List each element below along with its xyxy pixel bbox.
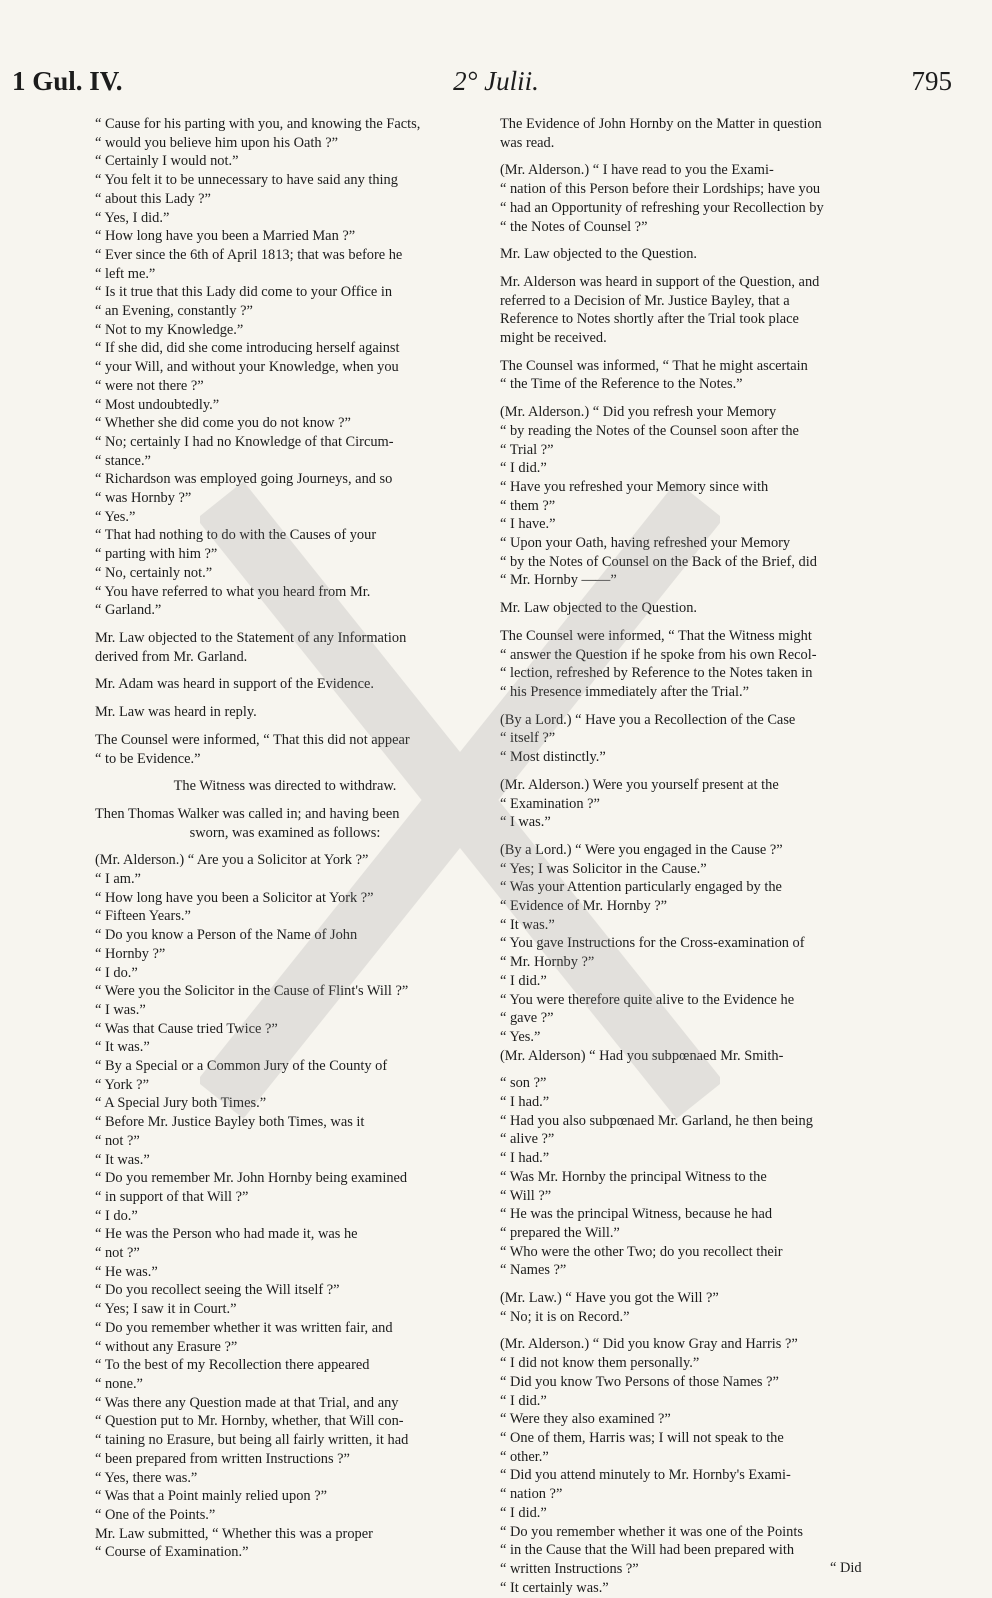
text-line: (Mr. Alderson) “ Had you subpœnaed Mr. Smith- <box>500 1047 784 1064</box>
text-line: “ Was your Attention particularly engaged by the <box>500 879 782 896</box>
text-line: was read. <box>500 134 555 151</box>
text-line: “ in the Cause that the Will had been prepared with <box>500 1542 795 1559</box>
text-line: “ Do you remember Mr. John Hornby being examined <box>95 1170 408 1187</box>
left-column <box>95 115 475 1562</box>
text-line: “ Yes.” <box>95 508 136 525</box>
text-line: “ Cause for his parting with you, and knowing the Facts, <box>95 116 421 132</box>
text-line: The Witness was directed to withdraw. <box>173 778 397 795</box>
text-line: “ No; it is on Record.” <box>500 1308 630 1325</box>
text-line: “ was Hornby ?” <box>95 490 192 507</box>
text-line: “ the Time of the Reference to the Notes.” <box>500 376 743 393</box>
text-line: “ prepared the Will.” <box>500 1224 620 1241</box>
text-line: (By a Lord.) “ Have you a Recollection of the Case <box>500 711 796 728</box>
text-line: “ No, certainly not.” <box>95 564 213 581</box>
text-line: “ parting with him ?” <box>95 546 218 563</box>
text-line: “ Not to my Knowledge.” <box>95 321 244 338</box>
text-line: “ by the Notes of Counsel on the Back of the Brief, did <box>500 553 817 570</box>
text-line: “ Yes.” <box>500 1028 541 1045</box>
text-line: “ I was.” <box>95 1001 146 1018</box>
text-line: Reference to Notes shortly after the Trial took place <box>500 311 799 328</box>
text-line: “ without any Erasure ?” <box>95 1338 238 1355</box>
text-line: (By a Lord.) “ Were you engaged in the Cause ?” <box>500 841 783 858</box>
text-line: “ You have referred to what you heard from Mr. <box>95 583 371 600</box>
text-line: “ the Notes of Counsel ?” <box>500 218 648 235</box>
text-line: “ Have you refreshed your Memory since with <box>500 478 769 495</box>
text-line: “ his Presence immediately after the Trial.” <box>500 683 749 700</box>
text-line: “ Did you attend minutely to Mr. Hornby's Exami- <box>500 1467 791 1484</box>
text-line: “ Mr. Hornby ——” <box>500 572 617 589</box>
text-line: “ son ?” <box>500 1075 547 1092</box>
text-line: Then Thomas Walker was called in; and having been <box>95 805 400 822</box>
text-line: “ I had.” <box>500 1094 550 1111</box>
text-line: “ Upon your Oath, having refreshed your Memory <box>500 535 791 552</box>
text-line: “ I did.” <box>500 972 547 989</box>
text-line: “ to be Evidence.” <box>95 750 201 767</box>
text-line: “ One of the Points.” <box>95 1506 216 1523</box>
text-line: “ That had nothing to do with the Causes of your <box>95 527 377 544</box>
catchword: “ Did <box>830 1560 862 1576</box>
text-line: Mr. Alderson was heard in support of the Question, and <box>500 273 820 290</box>
text-line: (Mr. Alderson.) Were you yourself present at the <box>500 776 779 793</box>
text-line: derived from Mr. Garland. <box>95 648 248 665</box>
text-line: “ nation of this Person before their Lordships; have you <box>500 181 821 198</box>
text-line: “ Yes; I was Solicitor in the Cause.” <box>500 860 707 877</box>
text-line: “ Had you also subpœnaed Mr. Garland, he then being <box>500 1112 813 1129</box>
text-line: sworn, was examined as follows: <box>189 824 381 841</box>
text-line: “ Whether she did come you do not know ?” <box>95 415 351 432</box>
text-line: “ One of them, Harris was; I will not speak to the <box>500 1430 784 1446</box>
text-line: Mr. Law submitted, “ Whether this was a proper <box>95 1525 373 1542</box>
text-line: “ Was there any Question made at that Trial, and any <box>95 1394 399 1411</box>
text-line: “ Do you remember whether it was written fair, and <box>95 1319 393 1336</box>
text-line: “ nation ?” <box>500 1486 563 1503</box>
text-line: “ York ?” <box>95 1076 149 1093</box>
text-line: “ gave ?” <box>500 1010 554 1027</box>
text-line: “ Most distinctly.” <box>500 749 606 766</box>
text-line: “ Hornby ?” <box>95 945 166 962</box>
text-line: “ them ?” <box>500 497 556 514</box>
text-line: “ It was.” <box>95 1151 150 1168</box>
text-line: Mr. Law was heard in reply. <box>95 704 257 721</box>
text-line: “ To the best of my Recollection there appeared <box>95 1357 370 1374</box>
text-line: “ Certainly I would not.” <box>95 153 239 170</box>
text-line: “ been prepared from written Instructions ?” <box>95 1450 350 1467</box>
text-line: “ answer the Question if he spoke from his own Recol- <box>500 646 817 663</box>
text-line: “ Ever since the 6th of April 1813; that was before he <box>95 246 403 263</box>
text-line: “ By a Special or a Common Jury of the County of <box>95 1058 388 1075</box>
text-line: “ He was the principal Witness, because he had <box>500 1206 773 1223</box>
text-line: The Counsel were informed, “ That the Witness might <box>500 627 812 644</box>
text-line: “ alive ?” <box>500 1131 555 1148</box>
text-line: “ Examination ?” <box>500 795 600 812</box>
text-line: “ Before Mr. Justice Bayley both Times, was it <box>95 1114 365 1131</box>
text-line: “ Do you remember whether it was one of the Points <box>500 1523 803 1540</box>
text-line: “ If she did, did she come introducing herself against <box>95 340 400 357</box>
text-line: “ not ?” <box>95 1132 140 1149</box>
text-line: “ not ?” <box>95 1245 140 1262</box>
text-line: “ How long have you been a Married Man ?” <box>95 228 356 245</box>
text-line: “ Who were the other Two; do you recollect their <box>500 1243 783 1260</box>
text-line: “ I was.” <box>500 814 551 831</box>
text-line: “ You gave Instructions for the Cross-examination of <box>500 935 805 952</box>
text-line: “ Yes, I did.” <box>95 209 170 226</box>
right-column <box>500 115 880 1597</box>
text-line: “ Were they also examined ?” <box>500 1411 671 1428</box>
date-heading: 2° Julii. <box>453 66 539 96</box>
text-line: “ I do.” <box>95 1207 138 1224</box>
text-line: Mr. Law objected to the Question. <box>500 600 698 617</box>
text-line: “ It was.” <box>95 1039 150 1056</box>
text-line: “ Course of Examination.” <box>95 1544 249 1561</box>
text-line: “ Were you the Solicitor in the Cause of Flint's Will ?” <box>95 983 409 1000</box>
text-line: “ He was.” <box>95 1263 158 1280</box>
text-line: “ A Special Jury both Times.” <box>95 1095 267 1112</box>
text-line: “ You were therefore quite alive to the Evidence he <box>500 991 795 1008</box>
text-line: “ I did not know them personally.” <box>500 1355 700 1372</box>
text-line: “ other.” <box>500 1448 549 1465</box>
text-line: “ You felt it to be unnecessary to have said any thing <box>95 172 398 189</box>
text-line: “ taining no Erasure, but being all fairly written, it had <box>95 1432 409 1449</box>
text-line: (Mr. Alderson.) “ Did you refresh your Memory <box>500 404 777 421</box>
text-line: “ your Will, and without your Knowledge, when you <box>95 359 399 376</box>
text-line: (Mr. Alderson.) “ Are you a Solicitor at York ?” <box>95 852 369 869</box>
text-line: “ Yes, there was.” <box>95 1469 198 1486</box>
text-line: “ He was the Person who had made it, was he <box>95 1226 358 1243</box>
text-line: “ Will ?” <box>500 1187 552 1204</box>
text-line: Mr. Law objected to the Statement of any Information <box>95 629 407 646</box>
text-line: “ Trial ?” <box>500 441 554 458</box>
text-line: “ Was that Cause tried Twice ?” <box>95 1020 278 1037</box>
text-line: Mr. Law objected to the Question. <box>500 246 698 263</box>
text-line: “ Evidence of Mr. Hornby ?” <box>500 898 668 915</box>
text-line: “ Was that a Point mainly relied upon ?” <box>95 1488 327 1505</box>
text-line: The Counsel was informed, “ That he might ascertain <box>500 357 808 374</box>
text-line: “ lection, refreshed by Reference to the Notes taken in <box>500 665 813 682</box>
text-line: “ would you believe him upon his Oath ?” <box>95 134 338 151</box>
text-line: “ Garland.” <box>95 602 162 619</box>
text-line: “ I am.” <box>95 871 141 888</box>
text-line: “ were not there ?” <box>95 377 204 394</box>
text-line: “ Yes; I saw it in Court.” <box>95 1301 237 1318</box>
page-number: 795 <box>911 66 952 96</box>
text-line: “ I did.” <box>500 1504 547 1521</box>
text-line: “ Fifteen Years.” <box>95 908 191 925</box>
text-line: referred to a Decision of Mr. Justice Bayley, that a <box>500 292 790 309</box>
text-line: The Evidence of John Hornby on the Matter in question <box>500 116 822 132</box>
text-line: “ I had.” <box>500 1150 550 1167</box>
page-header <box>0 66 992 106</box>
text-line: “ Richardson was employed going Journeys, and so <box>95 471 393 488</box>
text-line: “ left me.” <box>95 265 156 282</box>
text-line: “ Did you know Two Persons of those Names ?” <box>500 1373 779 1390</box>
text-line: “ none.” <box>95 1376 143 1392</box>
text-line: The Counsel were informed, “ That this did not appear <box>95 731 410 748</box>
text-line: “ written Instructions ?” <box>500 1560 639 1577</box>
text-line: “ Question put to Mr. Hornby, whether, that Will con- <box>95 1413 404 1430</box>
text-line: “ about this Lady ?” <box>95 190 211 207</box>
text-line: “ No; certainly I had no Knowledge of that Circum- <box>95 433 394 450</box>
text-line: “ Was Mr. Hornby the principal Witness to the <box>500 1168 767 1185</box>
text-line: “ I did.” <box>500 1392 547 1409</box>
text-line: “ Mr. Hornby ?” <box>500 954 595 971</box>
text-line: “ in support of that Will ?” <box>95 1188 249 1205</box>
text-line: “ stance.” <box>95 452 151 469</box>
text-line: “ Names ?” <box>500 1262 567 1279</box>
text-line: “ I do.” <box>95 964 138 981</box>
text-line: “ by reading the Notes of the Counsel soon after the <box>500 422 799 439</box>
text-line: (Mr. Law.) “ Have you got the Will ?” <box>500 1290 719 1307</box>
text-line: “ How long have you been a Solicitor at York ?” <box>95 889 374 906</box>
text-line: “ Do you recollect seeing the Will itself ?” <box>95 1282 340 1299</box>
text-line: (Mr. Alderson.) “ Did you know Gray and Harris ?” <box>500 1336 798 1353</box>
text-line: “ It certainly was.” <box>500 1579 609 1596</box>
text-line: “ had an Opportunity of refreshing your Recollection by <box>500 199 824 216</box>
regnal-year: 1 Gul. IV. <box>12 66 123 96</box>
text-line: might be received. <box>500 330 607 347</box>
text-line: “ I did.” <box>500 460 547 477</box>
text-line: (Mr. Alderson.) “ I have read to you the Exami- <box>500 162 774 179</box>
text-line: “ Do you know a Person of the Name of John <box>95 927 358 944</box>
text-line: “ an Evening, constantly ?” <box>95 303 253 320</box>
text-line: “ Is it true that this Lady did come to your Office in <box>95 284 393 301</box>
text-line: “ It was.” <box>500 916 555 933</box>
text-line: Mr. Adam was heard in support of the Evidence. <box>95 676 374 693</box>
text-line: “ I have.” <box>500 516 556 533</box>
text-line: “ Most undoubtedly.” <box>95 396 220 413</box>
text-line: “ itself ?” <box>500 730 556 747</box>
